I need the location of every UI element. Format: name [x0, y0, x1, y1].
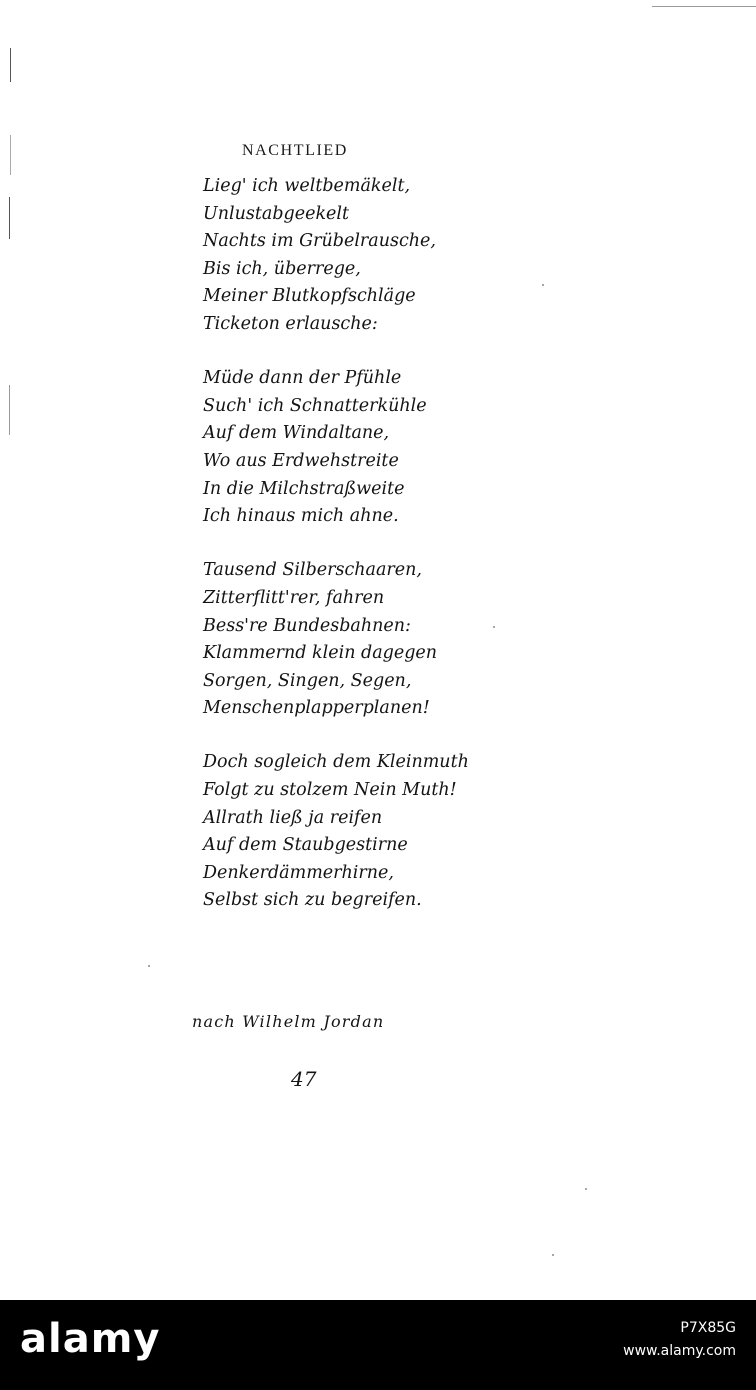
poem-line: Auf dem Windaltane,	[203, 423, 390, 444]
stanza-2	[203, 365, 469, 531]
poem-line: Unlustabgeekelt	[203, 203, 350, 224]
poem-line: Denkerdämmerhirne,	[203, 862, 394, 883]
poem-line: Bis ich, überrege,	[203, 258, 361, 279]
poem-attribution: nach Wilhelm Jordan	[192, 1012, 385, 1031]
poem-line: Selbst sich zu begreifen.	[203, 890, 422, 911]
poem-line: Ticketon erlausche:	[203, 313, 378, 334]
paper-speck	[148, 965, 150, 967]
margin-mark	[9, 385, 10, 435]
poem-line: Bess're Bundesbahnen:	[203, 615, 411, 636]
poem-title: NACHTLIED	[242, 142, 348, 159]
poem-line: Tausend Silberschaaren,	[203, 560, 422, 581]
page-number: 47	[291, 1067, 317, 1091]
margin-mark	[10, 48, 11, 82]
paper-speck	[493, 626, 495, 628]
poem-line: Folgt zu stolzem Nein Muth!	[203, 780, 457, 801]
stanza-1	[203, 173, 469, 339]
paper-speck	[542, 284, 544, 286]
poem-line: Meiner Blutkopfschläge	[203, 286, 416, 307]
alamy-logo: alamy	[20, 1316, 161, 1362]
image-id: P7X85G	[680, 1320, 736, 1336]
watermark-url: www.alamy.com	[623, 1343, 736, 1359]
poem-line: Nachts im Grübelrausche,	[203, 231, 436, 252]
poem-line: Such' ich Schnatterkühle	[203, 395, 427, 416]
margin-mark	[10, 135, 11, 175]
poem-line: Ich hinaus mich ahne.	[203, 506, 399, 527]
poem-line: Allrath ließ ja reifen	[203, 807, 383, 828]
page-edge-rule	[652, 6, 756, 7]
poem-line: Auf dem Staubgestirne	[203, 835, 408, 856]
poem-line: Sorgen, Singen, Segen,	[203, 670, 412, 691]
stanza-3	[203, 557, 469, 723]
poem-line: Klammernd klein dagegen	[203, 643, 438, 664]
paper-speck	[585, 1188, 587, 1190]
poem-body	[203, 173, 469, 942]
poem-line: Wo aus Erdwehstreite	[203, 450, 399, 471]
paper-speck	[552, 1254, 554, 1256]
margin-mark	[9, 197, 10, 239]
poem-line: Doch sogleich dem Kleinmuth	[203, 752, 469, 773]
poem-line: Müde dann der Pfühle	[203, 368, 402, 389]
stanza-4	[203, 749, 469, 915]
poem-line: Zitterflitt'rer, fahren	[203, 587, 385, 608]
poem-line: In die Milchstraßweite	[203, 478, 405, 499]
poem-line: Lieg' ich weltbemäkelt,	[203, 176, 411, 196]
poem-line: Menschenplapperplanen!	[203, 698, 430, 719]
